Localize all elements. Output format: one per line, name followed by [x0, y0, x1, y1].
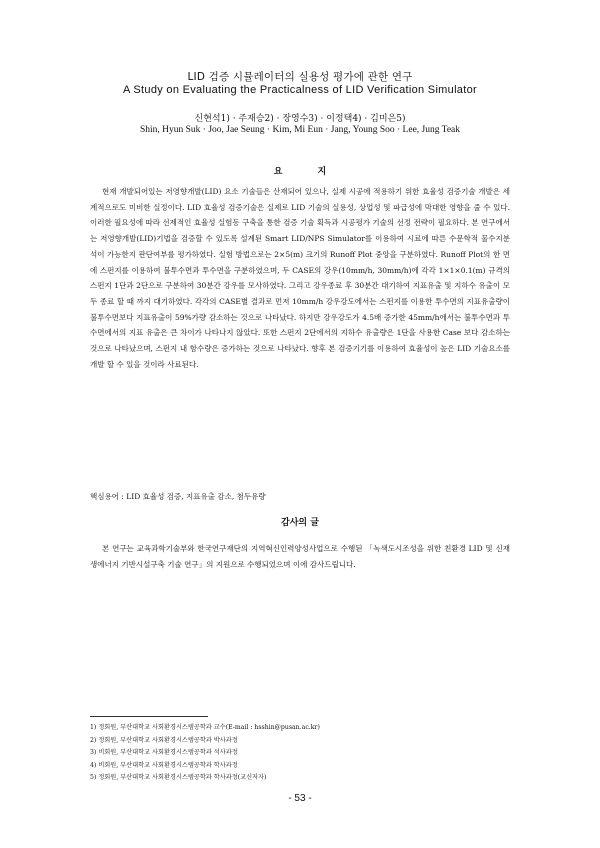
page-number: - 53 - [288, 793, 312, 804]
footnote-5: 5) 정회원, 부산대학교 사회환경시스템공학과 학사과정(교신저자) [90, 774, 267, 782]
footnote-divider [90, 716, 208, 717]
acknowledgement-heading: 감사의 글 [281, 518, 319, 528]
footnote-4: 4) 비회원, 부산대학교 사회환경시스템공학과 학사과정 [90, 761, 238, 769]
authors-english: Shin, Hyun Suk · Joo, Jae Seung · Kim, Mi Eun · Jang, Young Soo · Lee, Jung Teak [139, 125, 461, 135]
title-korean: LID 검증 시뮬레이터의 실용성 평가에 관한 연구 [187, 71, 413, 83]
title-english: A Study on Evaluating the Practicalness of LID Verification Simulator [123, 84, 477, 96]
footnote-3: 3) 비회원, 부산대학교 사회환경시스템공학과 석사과정 [90, 749, 238, 757]
footnotes [90, 722, 510, 785]
acknowledgement-text: 본 연구는 교육과학기술부와 한국연구재단의 지역혁신인력양성사업으로 수행된 「녹색도시조성을 위한 친환경 LID 및 신재생에너지 기반시설구축 기술 연구」의 지원으로 수행되었으며 이에 감사드립니다. [90, 544, 510, 569]
abstract-text: 현재 개발되어있는 저영향개발(LID) 요소 기술들은 산재되어 있으나, 실제 시공에 적용하기 위한 효율성 검증기술 개발은 세계적으로도 미비한 실정이다. LID 효율성 검증기술은 실제로 LID 기술의 실용성, 상업성 및 파급성에 막대한 영향을 줄 수 있다. 이러한 필요성에 따라 선제적인 효율성 실험동 구축을 통한 검증 기술 획득과 시공평가 기술의 선정 전략이 필요하다. 본 연구에서는 저영향개발(LID)기법을 검증할 수 있도록 설계된 Smart LID/NPS Simulator를 이용하여 시료에 따른 수문학적 물수지분석이 가능한지 판단여부를 평가하였다. 실험 방법으로는 2×5(m) 크기의 Runoff Plot 중앙을 구분하였다. Runoff Plot의 한 면에 스펀지를 이용하여 불투수면과 투수면을 구분하였으며, 두 CASE의 강우(10mm/h, 30mm/h)에 각각 1×1×0.1(m) 규격의 스펀지 1단과 2단으로 구분하여 30분간 강우를 모사하였다. 그리고 강우종료 후 30분간 대기하여 지표유출 및 지하수 유출이 모두 종료 할 때 까지 대기하였다. 각각의 CASE별 결과로 먼저 10mm/h 강우강도에서는 스펀지를 이용한 투수면의 지표유출량이 불투수면보다 지표유출이 59%가량 감소하는 것으로 나타났다. 하지만 강우강도가 4.5배 증가한 45mm/h에서는 불투수면과 투수면에서의 지표 유출은 큰 차이가 나타나지 않았다. 또한 스펀지 2단에서의 지하수 유출량은 1단을 사용한 Case 보다 감소하는 것으로 나타났으며, 스펀지 내 함수량은 증가하는 것으로 나타났다. 향후 본 검증기기를 이용하여 효율성이 높은 LID 기술요소를 개발 할 수 있을 것이라 사료된다. [90, 187, 510, 369]
footnote-2: 2) 정회원, 부산대학교 사회환경시스템공학과 박사과정 [90, 736, 238, 744]
abstract-heading: 요 지 [273, 167, 343, 177]
keywords: 핵심용어 : LID 효율성 검증, 지표유출 감소, 첨두유량 [90, 492, 266, 501]
authors-korean: 신현석1) · 주재승2) · 장영수3) · 이정택4) · 김미은5) [194, 114, 406, 124]
footnote-1: 1) 정회원, 부산대학교 사회환경시스템공학과 교수(E-mail : hsshin@pusan.ac.kr) [90, 724, 320, 731]
